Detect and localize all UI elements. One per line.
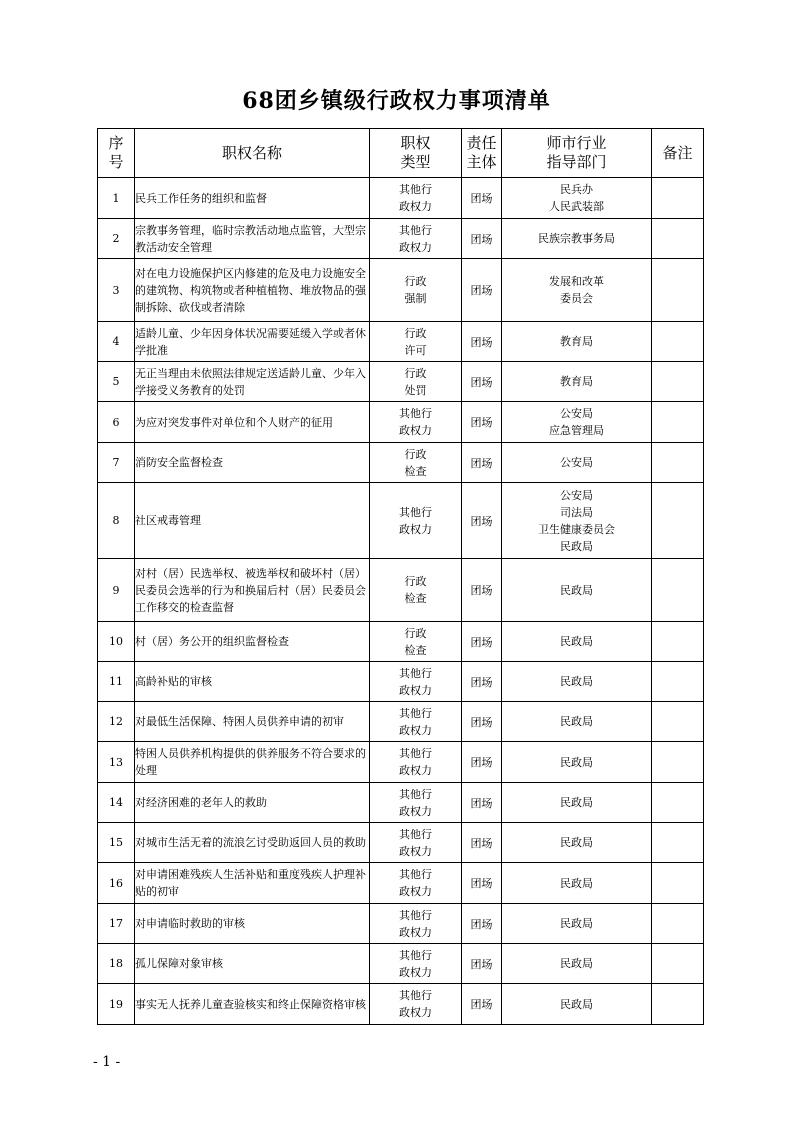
cell-dept [502, 783, 652, 823]
header-type [370, 129, 462, 178]
cell-dept-line: 发展和改革 [549, 275, 604, 288]
cell-dept-line: 民政局 [560, 957, 593, 970]
cell-dept [502, 178, 652, 219]
cell-note [652, 402, 704, 443]
cell-type-line: 行政 [404, 447, 427, 461]
cell-type [370, 702, 462, 742]
cell-name: 对申请困难残疾人生活补贴和重度残疾人护理补贴的初审 [135, 863, 370, 904]
cell-type-line: 行政 [404, 275, 427, 288]
cell-seq: 14 [98, 783, 135, 823]
cell-body: 团场 [462, 944, 502, 984]
cell-type-line: 强制 [404, 292, 427, 305]
cell-dept [502, 219, 652, 259]
cell-name: 村（居）务公开的组织监督检查 [135, 622, 370, 662]
cell-type [370, 362, 462, 402]
cell-type-line: 行政 [404, 575, 427, 588]
cell-dept-line: 民兵办 [560, 183, 593, 196]
cell-dept-line: 教育局 [560, 375, 593, 388]
cell-type [370, 944, 462, 984]
header-note: 备注 [652, 129, 704, 178]
table-row [98, 483, 704, 559]
cell-seq: 17 [98, 904, 135, 944]
cell-dept-line: 公安局 [560, 407, 593, 420]
cell-seq: 1 [98, 178, 135, 219]
cell-body: 团场 [462, 823, 502, 863]
cell-dept-line: 民政局 [560, 876, 593, 890]
cell-body: 团场 [462, 443, 502, 483]
cell-type-line: 检查 [404, 464, 427, 478]
cell-name: 无正当理由未依照法律规定送适龄儿童、少年入学接受义务教育的处罚 [135, 362, 370, 402]
table-header-row [98, 129, 704, 178]
header-dept-line: 指导部门 [546, 153, 607, 171]
power-list-table [97, 128, 704, 1025]
cell-dept-line: 教育局 [560, 335, 593, 348]
cell-type-line: 检查 [404, 592, 427, 605]
cell-type-line: 行政 [404, 366, 427, 380]
cell-type [370, 259, 462, 322]
cell-body: 团场 [462, 863, 502, 904]
cell-dept-line: 委员会 [560, 292, 593, 305]
header-type-line: 类型 [400, 153, 431, 171]
cell-dept [502, 443, 652, 483]
table-body [98, 178, 704, 1025]
document-title: 68团乡镇级行政权力事项清单 [242, 88, 551, 114]
header-dept-line: 师市行业 [546, 134, 607, 152]
cell-dept [502, 402, 652, 443]
cell-seq: 18 [98, 944, 135, 984]
cell-type-line: 其他行 [399, 223, 432, 237]
cell-type-line: 其他行 [399, 505, 432, 519]
table-row [98, 783, 704, 823]
table-row [98, 863, 704, 904]
cell-type [370, 219, 462, 259]
cell-dept [502, 823, 652, 863]
cell-note [652, 662, 704, 702]
cell-body: 团场 [462, 662, 502, 702]
cell-type [370, 904, 462, 944]
cell-type-line: 政权力 [399, 1006, 432, 1019]
cell-dept-line: 民政局 [560, 997, 593, 1011]
header-seq-line: 序 [108, 134, 124, 152]
cell-name: 对申请临时救助的审核 [135, 904, 370, 944]
cell-type-line: 其他行 [399, 827, 432, 841]
cell-note [652, 904, 704, 944]
cell-body: 团场 [462, 904, 502, 944]
cell-dept-line: 卫生健康委员会 [538, 522, 615, 536]
cell-note [652, 783, 704, 823]
cell-note [652, 322, 704, 362]
cell-seq: 15 [98, 823, 135, 863]
cell-type [370, 402, 462, 443]
header-type-line: 职权 [400, 134, 431, 152]
cell-note [652, 823, 704, 863]
cell-type-line: 政权力 [399, 965, 432, 979]
cell-type-line: 许可 [404, 343, 427, 357]
table-row [98, 443, 704, 483]
cell-body: 团场 [462, 178, 502, 219]
header-seq-line: 号 [108, 153, 124, 171]
cell-body: 团场 [462, 219, 502, 259]
cell-dept [502, 904, 652, 944]
cell-type-line: 其他行 [399, 787, 432, 801]
cell-seq: 19 [98, 984, 135, 1025]
table-row [98, 559, 704, 622]
cell-type [370, 443, 462, 483]
table-row [98, 662, 704, 702]
cell-type [370, 984, 462, 1025]
cell-name: 对经济困难的老年人的救助 [135, 783, 370, 823]
cell-body: 团场 [462, 559, 502, 622]
cell-dept-line: 民政局 [560, 836, 593, 849]
cell-type [370, 742, 462, 783]
cell-body: 团场 [462, 322, 502, 362]
cell-seq: 8 [98, 483, 135, 559]
table-row [98, 362, 704, 402]
cell-dept-line: 民政局 [560, 715, 593, 728]
table-row [98, 702, 704, 742]
cell-dept-line: 民政局 [560, 917, 593, 930]
cell-dept [502, 702, 652, 742]
table-row [98, 944, 704, 984]
cell-type-line: 政权力 [399, 804, 432, 818]
header-body-line: 主体 [466, 153, 497, 171]
cell-type-line: 政权力 [399, 683, 432, 697]
cell-dept-line: 民政局 [560, 796, 593, 809]
cell-type [370, 483, 462, 559]
cell-note [652, 944, 704, 984]
cell-dept [502, 742, 652, 783]
cell-body: 团场 [462, 259, 502, 322]
cell-type-line: 其他行 [399, 747, 432, 760]
cell-note [652, 984, 704, 1025]
table-row [98, 984, 704, 1025]
cell-type-line: 其他行 [399, 666, 432, 680]
cell-note [652, 362, 704, 402]
cell-body: 团场 [462, 783, 502, 823]
cell-type-line: 政权力 [399, 200, 432, 213]
cell-dept-line: 民政局 [560, 583, 593, 597]
cell-seq: 11 [98, 662, 135, 702]
cell-type-line: 其他行 [399, 706, 432, 720]
cell-type-line: 检查 [404, 643, 427, 657]
cell-dept-line: 民政局 [560, 635, 593, 648]
cell-dept-line: 公安局 [560, 456, 593, 469]
table-row [98, 219, 704, 259]
cell-dept [502, 863, 652, 904]
cell-body: 团场 [462, 483, 502, 559]
cell-seq: 13 [98, 742, 135, 783]
cell-name: 对最低生活保障、特困人员供养申请的初审 [135, 702, 370, 742]
page-number: - 1 - [93, 1054, 121, 1070]
cell-name: 对城市生活无着的流浪乞讨受助返回人员的救助 [135, 823, 370, 863]
cell-type-line: 其他行 [399, 407, 432, 420]
cell-type [370, 863, 462, 904]
cell-seq: 9 [98, 559, 135, 622]
cell-seq: 16 [98, 863, 135, 904]
cell-name: 宗教事务管理，临时宗教活动地点监管，大型宗教活动安全管理 [135, 219, 370, 259]
cell-name: 民兵工作任务的组织和监督 [135, 178, 370, 219]
cell-type-line: 处罚 [404, 383, 427, 397]
cell-dept [502, 259, 652, 322]
cell-dept-line: 民政局 [560, 675, 593, 688]
cell-type-line: 政权力 [399, 885, 432, 898]
cell-type-line: 其他行 [399, 989, 432, 1002]
cell-name: 孤儿保障对象审核 [135, 944, 370, 984]
table-row [98, 178, 704, 219]
cell-seq: 4 [98, 322, 135, 362]
cell-type-line: 政权力 [399, 424, 432, 437]
cell-name: 对村（居）民选举权、被选举权和破坏村（居）民委员会选举的行为和换届后村（居）民委员会工作移交的检查监督 [135, 559, 370, 622]
cell-name: 消防安全监督检查 [135, 443, 370, 483]
header-name: 职权名称 [135, 129, 370, 178]
cell-type-line: 其他行 [399, 908, 432, 922]
cell-name: 事实无人抚养儿童查验核实和终止保障资格审核 [135, 984, 370, 1025]
cell-body: 团场 [462, 984, 502, 1025]
header-seq [98, 129, 135, 178]
cell-seq: 2 [98, 219, 135, 259]
cell-type-line: 其他行 [399, 868, 432, 881]
header-body [462, 129, 502, 178]
cell-note [652, 443, 704, 483]
cell-seq: 10 [98, 622, 135, 662]
cell-type [370, 783, 462, 823]
cell-type-line: 行政 [404, 326, 427, 340]
cell-dept-line: 司法局 [560, 505, 593, 519]
cell-type [370, 662, 462, 702]
cell-body: 团场 [462, 702, 502, 742]
cell-dept [502, 944, 652, 984]
cell-type [370, 559, 462, 622]
cell-name: 社区戒毒管理 [135, 483, 370, 559]
cell-type [370, 178, 462, 219]
header-dept [502, 129, 652, 178]
header-body-line: 责任 [466, 134, 497, 152]
cell-type-line: 政权力 [399, 240, 432, 254]
cell-note [652, 219, 704, 259]
cell-note [652, 483, 704, 559]
cell-note [652, 178, 704, 219]
cell-type-line: 其他行 [399, 183, 432, 196]
cell-dept [502, 622, 652, 662]
cell-type-line: 行政 [404, 626, 427, 640]
cell-type-line: 其他行 [399, 948, 432, 962]
table-row [98, 904, 704, 944]
cell-dept [502, 322, 652, 362]
cell-seq: 5 [98, 362, 135, 402]
cell-dept-line: 民政局 [560, 755, 593, 769]
cell-name: 对在电力设施保护区内修建的危及电力设施安全的建筑物、构筑物或者种植植物、堆放物品的强制拆除、砍伐或者清除 [135, 259, 370, 322]
table-row [98, 322, 704, 362]
table-row [98, 259, 704, 322]
cell-body: 团场 [462, 362, 502, 402]
cell-seq: 6 [98, 402, 135, 443]
table-row [98, 823, 704, 863]
table-row [98, 622, 704, 662]
cell-dept [502, 362, 652, 402]
cell-seq: 7 [98, 443, 135, 483]
cell-note [652, 702, 704, 742]
cell-type-line: 政权力 [399, 844, 432, 858]
cell-type [370, 322, 462, 362]
cell-name: 为应对突发事件对单位和个人财产的征用 [135, 402, 370, 443]
cell-dept-line: 民族宗教事务局 [538, 232, 615, 245]
cell-note [652, 622, 704, 662]
cell-seq: 12 [98, 702, 135, 742]
cell-note [652, 559, 704, 622]
cell-body: 团场 [462, 402, 502, 443]
cell-body: 团场 [462, 622, 502, 662]
cell-note [652, 742, 704, 783]
cell-name: 高龄补贴的审核 [135, 662, 370, 702]
cell-type-line: 政权力 [399, 522, 432, 536]
cell-name: 适龄儿童、少年因身体状况需要延缓入学或者休学批准 [135, 322, 370, 362]
cell-type-line: 政权力 [399, 723, 432, 737]
cell-dept-line: 人民武装部 [549, 200, 604, 213]
cell-note [652, 863, 704, 904]
cell-dept-line: 应急管理局 [549, 424, 604, 437]
cell-note [652, 259, 704, 322]
table-row [98, 742, 704, 783]
cell-name: 特困人员供养机构提供的供养服务不符合要求的处理 [135, 742, 370, 783]
cell-seq: 3 [98, 259, 135, 322]
table-row [98, 402, 704, 443]
cell-dept-line: 公安局 [560, 488, 593, 502]
cell-dept [502, 984, 652, 1025]
cell-type [370, 622, 462, 662]
cell-type [370, 823, 462, 863]
cell-dept-line: 民政局 [560, 539, 593, 553]
cell-dept [502, 662, 652, 702]
cell-body: 团场 [462, 742, 502, 783]
cell-type-line: 政权力 [399, 764, 432, 777]
cell-type-line: 政权力 [399, 925, 432, 939]
cell-dept [502, 483, 652, 559]
cell-dept [502, 559, 652, 622]
